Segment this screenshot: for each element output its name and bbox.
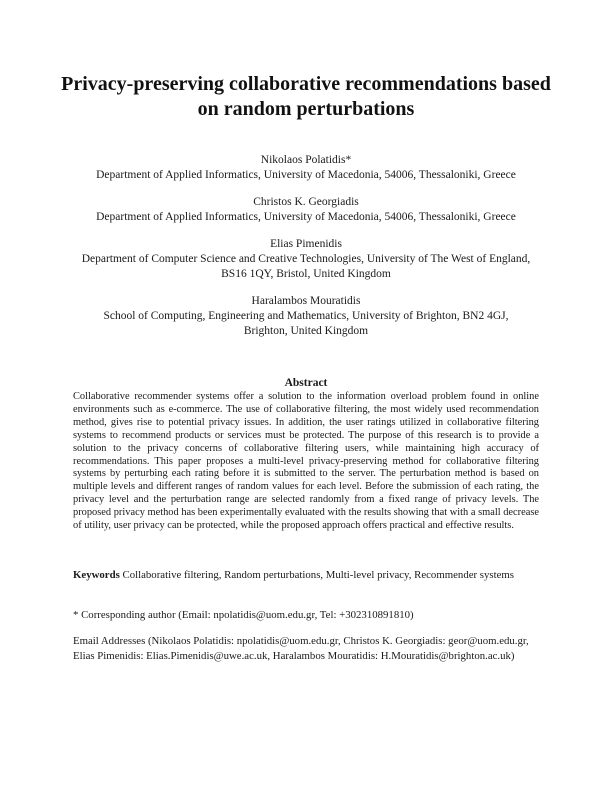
author-name: Christos K. Georgiadis	[253, 196, 359, 208]
keywords	[73, 569, 539, 582]
author-block	[40, 195, 572, 225]
author-list	[40, 153, 572, 351]
author-name: Elias Pimenidis	[270, 238, 342, 250]
author-affiliation: School of Computing, Engineering and Mathematics, University of Brighton, BN2 4GJ, Brighton, United Kingdom	[103, 310, 509, 337]
abstract-heading: Abstract	[284, 377, 328, 389]
email-line: Email Addresses (Nikolaos Polatidis: npolatidis@uom.edu.gr, Christos K. Georgiadis: geor@uom.edu.gr,	[73, 635, 529, 647]
author-affiliation: Department of Computer Science and Creative Technologies, University of The West of England, BS16 1QY, Bristol, United Kingdom	[81, 253, 531, 280]
paper-title: Privacy-preserving collaborative recommendations based on random perturbations	[61, 73, 551, 120]
author-affiliation: Department of Applied Informatics, University of Macedonia, 54006, Thessaloniki, Greece	[96, 169, 516, 181]
email-line: Elias Pimenidis: Elias.Pimenidis@uwe.ac.uk, Haralambos Mouratidis: H.Mouratidis@brighton.ac.uk)	[73, 650, 515, 662]
corresponding-author-note: * Corresponding author (Email: npolatidis@uom.edu.gr, Tel: +302310891810)	[73, 609, 414, 621]
keywords-list: Collaborative filtering, Random perturbations, Multi-level privacy, Recommender systems	[122, 569, 514, 581]
author-name: Haralambos Mouratidis	[251, 295, 361, 307]
author-name: Nikolaos Polatidis*	[260, 154, 352, 166]
author-block	[40, 294, 572, 339]
author-block	[40, 237, 572, 282]
author-block	[40, 153, 572, 183]
abstract-text: Collaborative recommender systems offer a solution to the information overload problem found in online environments such as e-commerce. The use of collaborative filtering, the most widely used recommendation method, gives rise to potential privacy issues. In addition, the user ratings utilized in collaborative filtering systems to recommend products or services must be protected. The purpose of this research is to provide a solution to the privacy concerns of collaborative filtering users, while maintaining high accuracy of recommendations. This paper proposes a multi-level privacy-preserving method for collaborative filtering systems by perturbing each rating before it is submitted to the server. The perturbation method is based on multiple levels and different ranges of random values for each level. Before the submission of each rating, the privacy level and the perturbation range are selected randomly from a fixed range of privacy levels. The proposed privacy method has been experimentally evaluated with the results showing that with a small decrease of utility, user privacy can be protected, while the proposed approach offers practical and effective results.	[73, 391, 539, 532]
email-addresses	[73, 634, 543, 664]
keywords-label: Keywords	[73, 569, 120, 581]
author-affiliation: Department of Applied Informatics, University of Macedonia, 54006, Thessaloniki, Greece	[96, 211, 516, 223]
